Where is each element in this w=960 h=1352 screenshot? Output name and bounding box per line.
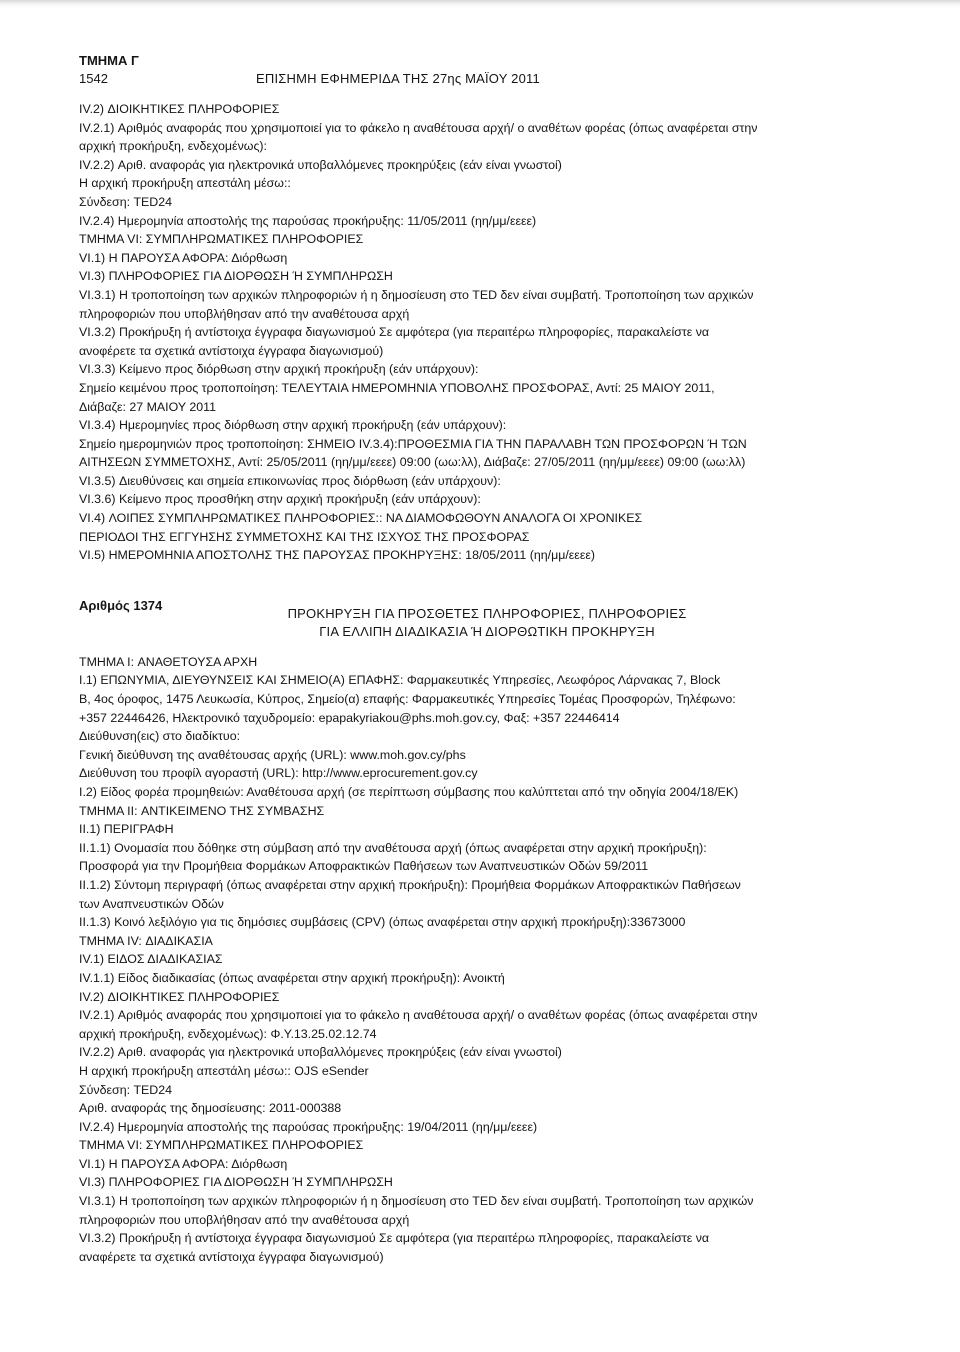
text-line: VI.1) Η ΠΑΡΟΥΣΑ ΑΦΟΡΑ: Διόρθωση [79,250,288,265]
text-line: I.2) Είδος φορέα προμηθειών: Αναθέτουσα αρχή (σε περίπτωση σύμβασης που καλύπτεται από την οδηγία 2004/18/ΕΚ) [79,785,739,799]
text-line: Προσφορά για την Προμήθεια Φορμάκων Αποφρακτικών Παθήσεων των Αναπνευστικών Οδών 59/2011 [79,859,649,874]
scan-top-edge [0,0,960,8]
text-line: Σύνδεση: TED24 [79,1082,173,1097]
notice-title-line-2: ΓΙΑ ΕΛΛΙΠΗ ΔΙΑΔΙΚΑΣΙΑ Ή ΔΙΟΡΘΩΤΙΚΗ ΠΡΟΚΗΡΥΞΗ [319,623,655,639]
text-line: πληροφοριών που υποβλήθησαν από την αναθέτουσα αρχή [79,1212,410,1227]
text-line: Γενική διεύθυνση της αναθέτουσας αρχής (URL): www.moh.gov.cy/phs [79,747,466,762]
text-line: IV.2.1) Αριθμός αναφοράς που χρησιμοποιεί για το φάκελο η αναθέτουσα αρχή/ ο αναθέτων φορέας (όπως αναφέρεται στην [79,1008,758,1023]
text-line: IV.2.2) Αριθ. αναφοράς για ηλεκτρονικά υποβαλλόμενες προκηρύξεις (εάν είναι γνωστοί) [79,1045,562,1060]
text-line: ΤΜΗΜΑ VI: ΣΥΜΠΛΗΡΩΜΑΤΙΚΕΣ ΠΛΗΡΟΦΟΡΙΕΣ [79,1138,364,1153]
text-line: αναφέρετε τα σχετικά αντίστοιχα έγγραφα διαγωνισμού) [79,1249,384,1264]
text-line: ΑΙΤΗΣΕΩΝ ΣΥΜΜΕΤΟΧΗΣ, Αντί: 25/05/2011 (ηη/μμ/εεεε) 09:00 (ωω:λλ), Διάβαζε: 27/05/2011 (ηη/μμ/εεεε) 09:00 (ωω:λλ) [79,455,746,470]
text-line: IV.2.1) Αριθμός αναφοράς που χρησιμοποιεί για το φάκελο η αναθέτουσα αρχή/ ο αναθέτων φορέας (όπως αναφέρεται στην [79,120,758,135]
text-line: IV.1.1) Είδος διαδικασίας (όπως αναφέρεται στην αρχική προκήρυξη): Ανοικτή [79,970,505,985]
text-line: Σύνδεση: TED24 [79,194,173,209]
text-line: των Αναπνευστικών Οδών [79,896,224,911]
notice-body [79,653,879,1267]
text-line: VI.4) ΛΟΙΠΕΣ ΣΥΜΠΛΗΡΩΜΑΤΙΚΕΣ ΠΛΗΡΟΦΟΡΙΕΣ:: ΝΑ ΔΙΑΜΟΦΩΘΟΥΝ ΑΝΑΛΟΓΑ ΟΙ ΧΡΟΝΙΚΕΣ [79,511,643,526]
text-line: ΤΜΗΜΑ I: ΑΝΑΘΕΤΟΥΣΑ ΑΡΧΗ [79,654,258,669]
text-line: πληροφοριών που υποβλήθησαν από την αναθέτουσα αρχή [79,306,410,321]
notice-title-line-1: ΠΡΟΚΗΡΥΞΗ ΓΙΑ ΠΡΟΣΘΕΤΕΣ ΠΛΗΡΟΦΟΡΙΕΣ, ΠΛΗΡΟΦΟΡΙΕΣ [287,605,687,621]
text-line: ανοφέρετε τα σχετικά αντίστοιχα έγγραφα διαγωνισμού) [79,343,384,358]
text-line: αρχική προκήρυξη, ενδεχομένως): Φ.Υ.13.25.02.12.74 [79,1026,377,1041]
text-line: Διάβαζε: 27 ΜΑΙΟΥ 2011 [79,399,216,414]
text-line: ΤΜΗΜΑ VI: ΣΥΜΠΛΗΡΩΜΑΤΙΚΕΣ ΠΛΗΡΟΦΟΡΙΕΣ [79,232,364,247]
text-line: Διεύθυνση του προφίλ αγοραστή (URL): http://www.eprocurement.gov.cy [79,766,478,781]
notice-1374 [79,597,879,1267]
text-line: Αριθ. αναφοράς της δημοσίευσης: 2011-000388 [79,1101,342,1116]
page-number: 1542 [79,71,108,86]
text-line: VI.3.5) Διευθύνσεις και σημεία επικοινωνίας προς διόρθωση (εάν υπάρχουν): [79,473,501,488]
text-line: Β, 4ος όροφος, 1475 Λευκωσία, Κύπρος, Σημείο(α) επαφής: Φαρμακευτικές Υπηρεσίες Τομέας Προσφορών, Τηλέφωνο: [79,692,736,707]
text-line: VI.3.6) Κείμενο προς προσθήκη στην αρχική προκήρυξη (εάν υπάρχουν): [79,492,481,507]
document-page [79,52,879,1266]
notice-number: Αριθμός 1374 [79,597,163,613]
text-line: II.1.3) Κοινό λεξιλόγιο για τις δημόσιες συμβάσεις (CPV) (όπως αναφέρεται στην αρχική προκήρυξη):33673000 [79,915,686,930]
text-line: IV.2.4) Ημερομηνία αποστολής της παρούσας προκήρυξης: 19/04/2011 (ηη/μμ/εεεε) [79,1119,538,1134]
text-line: VI.3.2) Προκήρυξη ή αντίστοιχα έγγραφα διαγωνισμού Σε αμφότερα (για περαιτέρω πληροφορίες, παρακαλείστε να [79,325,710,340]
text-line: Η αρχική προκήρυξη απεστάλη μέσω:: OJS eSender [79,1063,369,1078]
notice-heading [79,597,879,653]
text-line: ΠΕΡΙΟΔΟΙ ΤΗΣ ΕΓΓΥΗΣΗΣ ΣΥΜΜΕΤΟΧΗΣ ΚΑΙ ΤΗΣ ΙΣΧΥΟΣ ΤΗΣ ΠΡΟΣΦΟΡΑΣ [79,529,530,544]
text-line: IV.2) ΔΙΟΙΚΗΤΙΚΕΣ ΠΛΗΡΟΦΟΡΙΕΣ [79,102,280,116]
text-line: ΤΜΗΜΑ IV: ΔΙΑΔΙΚΑΣΙΑ [79,933,213,948]
section-header: ΤΜΗΜΑ Γ [79,53,139,68]
text-line: ΤΜΗΜΑ II: ΑΝΤΙΚΕΙΜΕΝΟ ΤΗΣ ΣΥΜΒΑΣΗΣ [79,803,325,818]
text-line: Η αρχική προκήρυξη απεστάλη μέσω:: [79,176,291,191]
gazette-title: ΕΠΙΣΗΜΗ ΕΦΗΜΕΡΙΔΑ ΤΗΣ 27ης ΜΑΪΟΥ 2011 [256,71,540,86]
text-line: VI.3.3) Κείμενο προς διόρθωση στην αρχική προκήρυξη (εάν υπάρχουν): [79,362,479,377]
text-line: IV.2.2) Αριθ. αναφοράς για ηλεκτρονικά υποβαλλόμενες προκηρύξεις (εάν είναι γνωστοί) [79,157,562,172]
text-line: VI.3.1) Η τροποποίηση των αρχικών πληροφοριών ή η δημοσίευση στο TED δεν είναι συμβατή. Τροποποίηση των αρχικών [79,287,754,302]
text-line: Διεύθυνση(εις) στο διαδίκτυο: [79,729,241,744]
text-line: IV.2) ΔΙΟΙΚΗΤΙΚΕΣ ΠΛΗΡΟΦΟΡΙΕΣ [79,989,280,1004]
text-line: Σημείο κειμένου προς τροποποίηση: ΤΕΛΕΥΤΑΙΑ ΗΜΕΡΟΜΗΝΙΑ ΥΠΟΒΟΛΗΣ ΠΡΟΣΦΟΡΑΣ, Αντί: 25 ΜΑΙΟΥ 2011, [79,380,715,395]
text-line: αρχική προκήρυξη, ενδεχομένως): [79,139,267,154]
text-line: VI.5) ΗΜΕΡΟΜΗΝΙΑ ΑΠΟΣΤΟΛΗΣ ΤΗΣ ΠΑΡΟΥΣΑΣ ΠΡΟΚΗΡΥΞΗΣ: 18/05/2011 (ηη/μμ/εεεε) [79,548,596,563]
page-header [79,70,879,90]
text-line: VI.1) Η ΠΑΡΟΥΣΑ ΑΦΟΡΑ: Διόρθωση [79,1156,288,1171]
text-line: I.1) ΕΠΩΝΥΜΙΑ, ΔΙΕΥΘΥΝΣΕΙΣ ΚΑΙ ΣΗΜΕΙΟ(Α) ΕΠΑΦΗΣ: Φαρμακευτικές Υπηρεσίες, Λεωφόρος Λάρνακας 7, Block [79,673,721,688]
text-line: VI.3.4) Ημερομηνίες προς διόρθωση στην αρχική προκήρυξη (εάν υπάρχουν): [79,418,507,433]
text-line: VI.3.2) Προκήρυξη ή αντίστοιχα έγγραφα διαγωνισμού Σε αμφότερα (για περαιτέρω πληροφορίες, παρακαλείστε να [79,1231,710,1246]
text-line: II.1.1) Ονομασία που δόθηκε στη σύμβαση από την αναθέτουσα αρχή (όπως αναφέρεται στην αρχική προκήρυξη): [79,840,707,855]
text-line: IV.2.4) Ημερομηνία αποστολής της παρούσας προκήρυξης: 11/05/2011 (ηη/μμ/εεεε) [79,213,537,228]
text-line: VI.3) ΠΛΗΡΟΦΟΡΙΕΣ ΓΙΑ ΔΙΟΡΘΩΣΗ Ή ΣΥΜΠΛΗΡΩΣΗ [79,269,393,284]
text-line: VI.3) ΠΛΗΡΟΦΟΡΙΕΣ ΓΙΑ ΔΙΟΡΘΩΣΗ Ή ΣΥΜΠΛΗΡΩΣΗ [79,1175,393,1190]
text-line: II.1.2) Σύντομη περιγραφή (όπως αναφέρεται στην αρχική προκήρυξη): Προμήθεια Φορμάκων Αποφρακτικών Παθήσεων [79,877,741,892]
text-line: II.1) ΠΕΡΙΓΡΑΦΗ [79,822,174,837]
text-line: +357 22446426, Ηλεκτρονικό ταχυδρομείο: epapakyriakou@phs.moh.gov.cy, Φαξ: +357 22446414 [79,710,620,725]
text-line: IV.1) ΕΙΔΟΣ ΔΙΑΔΙΚΑΣΙΑΣ [79,952,223,967]
text-line: Σημείο ημερομηνιών προς τροποποίηση: ΣΗΜΕΙΟ IV.3.4):ΠΡΟΘΕΣΜΙΑ ΓΙΑ ΤΗΝ ΠΑΡΑΛΑΒΗ ΤΩΝ ΠΡΟΣΦΟΡΩΝ Ή ΤΩΝ [79,436,747,451]
text-line: VI.3.1) Η τροποποίηση των αρχικών πληροφοριών ή η δημοσίευση στο TED δεν είναι συμβατή. Τροποποίηση των αρχικών [79,1194,754,1209]
correction-notice-continued [79,100,879,565]
